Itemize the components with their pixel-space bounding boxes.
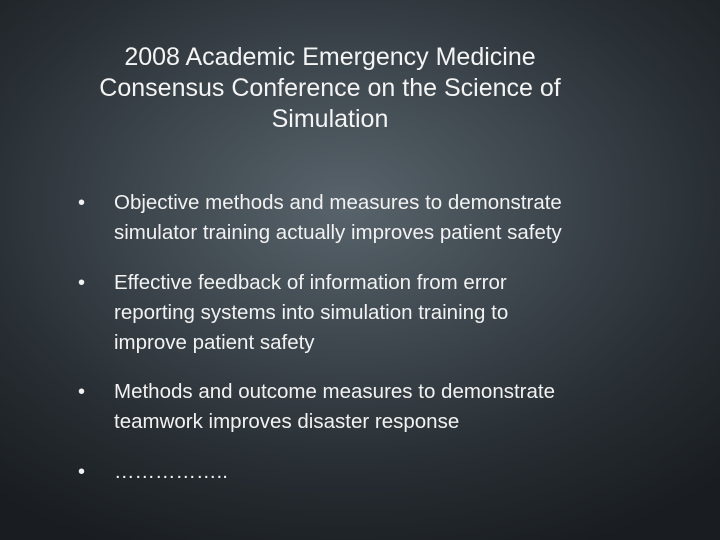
- bullet-line: teamwork improves disaster response: [114, 410, 460, 433]
- bullet-line: Methods and outcome measures to demonstrate: [114, 380, 555, 403]
- bullet-line: Objective methods and measures to demonstrate: [114, 191, 562, 214]
- bullet-line: reporting systems into simulation training to: [114, 301, 509, 324]
- bullet-dot-icon: •: [78, 192, 86, 214]
- bullet-dot-icon: •: [78, 461, 86, 483]
- bullet-line: Effective feedback of information from error: [114, 271, 507, 294]
- bullet-line: improve patient safety: [114, 331, 315, 354]
- bullet-text: [114, 457, 674, 487]
- title-line: Simulation: [271, 105, 389, 133]
- bullet-text: [114, 188, 674, 248]
- bullet-dot-icon: •: [78, 381, 86, 403]
- title-line: Consensus Conference on the Science of: [99, 74, 561, 102]
- bullet-text: [114, 377, 674, 437]
- bullet-dot-icon: •: [78, 272, 86, 294]
- title-line: 2008 Academic Emergency Medicine: [124, 43, 536, 71]
- bullet-text: [114, 268, 674, 358]
- bullet-line: simulator training actually improves patient safety: [114, 221, 562, 244]
- bullet-line: ……………..: [114, 460, 228, 483]
